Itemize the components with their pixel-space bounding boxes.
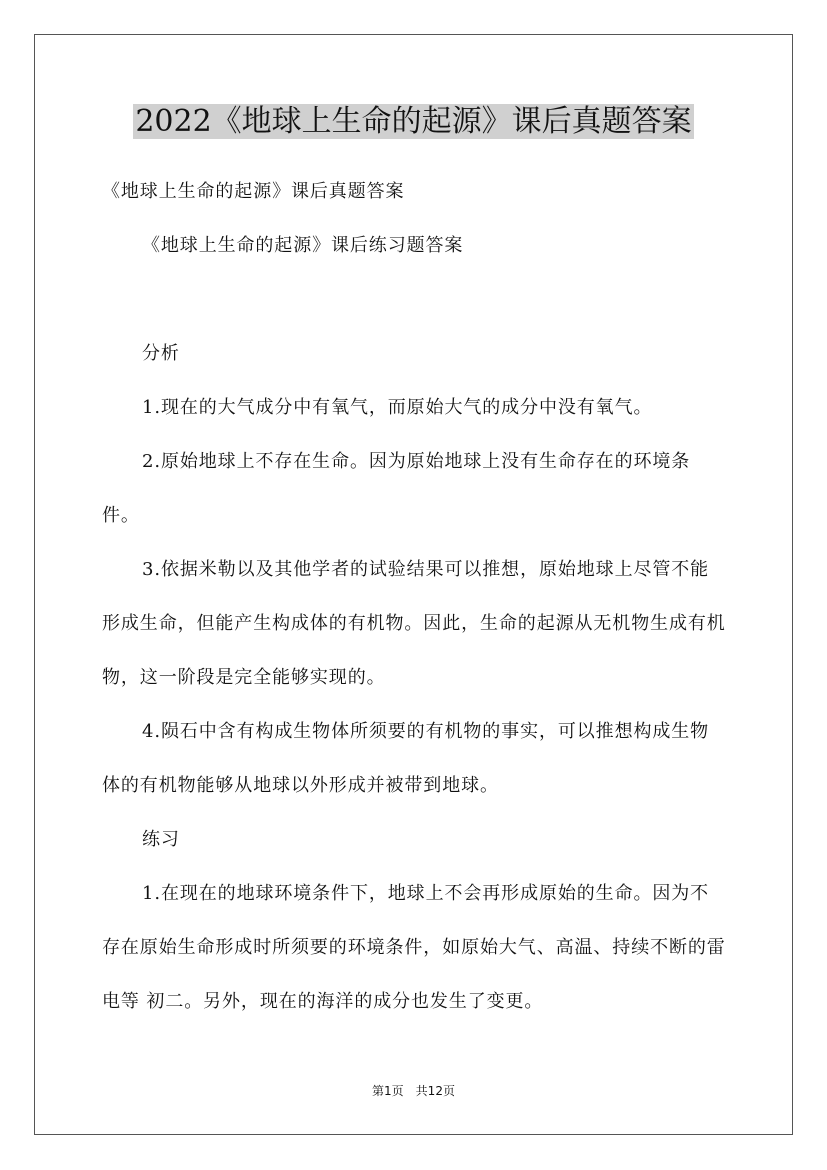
analysis-item-1: 1.现在的大气成分中有氧气，而原始大气的成分中没有氧气。 <box>142 397 653 418</box>
analysis-item-2: 2.原始地球上不存在生命。因为原始地球上没有生命存在的环境条件。 <box>102 451 691 526</box>
analysis-item-4: 4.陨石中含有构成生物体所须要的有机物的事实，可以推想构成生物体的有机物能够从地球以外形成并被带到地球。 <box>102 721 710 796</box>
analysis-heading: 分析 <box>142 343 180 364</box>
document-subtitle: 《地球上生命的起源》课后真题答案 <box>102 181 405 202</box>
section-intro: 《地球上生命的起源》课后练习题答案 <box>142 235 464 256</box>
practice-item-1: 1.在现在的地球环境条件下，地球上不会再形成原始的生命。因为不存在原始生命形成时所须要的环境条件，如原始大气、高温、持续不断的雷电等 初二。另外，现在的海洋的成分也发生了变更。 <box>102 883 726 1012</box>
document-title-text: 2022《地球上生命的起源》课后真题答案 <box>135 104 692 139</box>
page-number: 第1页 共12页 <box>372 1084 455 1098</box>
analysis-item-3: 3.依据米勒以及其他学者的试验结果可以推想，原始地球上尽管不能形成生命，但能产生构成体的有机物。因此，生命的起源从无机物生成有机物，这一阶段是完全能够实现的。 <box>102 559 726 688</box>
document-title <box>0 100 827 144</box>
practice-heading: 练习 <box>142 829 180 850</box>
